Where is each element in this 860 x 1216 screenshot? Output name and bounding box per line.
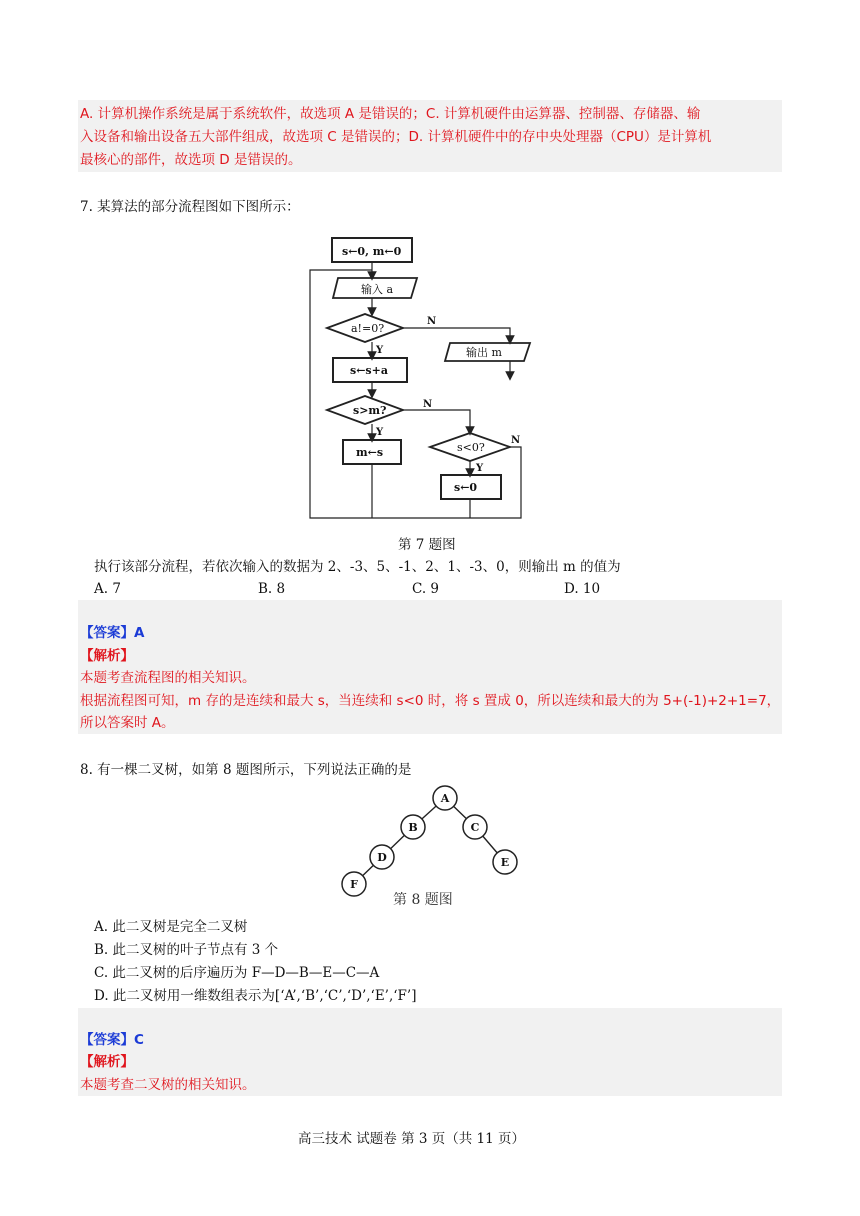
q8-caption: 第 8 题图 bbox=[393, 892, 453, 908]
step-text: s←s+a bbox=[350, 364, 388, 377]
tree-label-c: C bbox=[470, 821, 480, 834]
q8-tree-figure bbox=[335, 780, 535, 910]
cond3-yes: Y bbox=[476, 463, 484, 474]
q7-option-b: B. 8 bbox=[258, 581, 286, 597]
q8-option-c: C. 此二叉树的后序遍历为 F—D—B—E—C—A bbox=[94, 965, 380, 981]
input-text: 输入 a bbox=[361, 283, 394, 296]
cond3-no: N bbox=[511, 435, 521, 446]
q7-stem: 7. 某算法的部分流程图如下图所示： bbox=[80, 199, 300, 215]
assign-m-text: m←s bbox=[356, 446, 384, 459]
cond3-text: s<0? bbox=[457, 441, 485, 454]
q7-answer-block bbox=[78, 600, 782, 734]
cond1-no: N bbox=[427, 316, 437, 327]
tree-label-d: D bbox=[377, 851, 387, 864]
init-text: s←0, m←0 bbox=[342, 245, 402, 258]
q7-flowchart bbox=[305, 230, 535, 525]
q8-answer-value: C bbox=[134, 1032, 144, 1048]
q7-option-a: A. 7 bbox=[94, 581, 121, 597]
q6-explanation-line-1: A. 计算机操作系统是属于系统软件，故选项 A 是错误的；C. 计算机硬件由运算器、控制器、存储器、输 bbox=[80, 106, 701, 122]
q8-stem: 8. 有一棵二叉树，如第 8 题图所示，下列说法正确的是 bbox=[80, 762, 412, 778]
tree-label-e: E bbox=[500, 856, 510, 869]
page-footer: 高三技术 试题卷 第 3 页（共 11 页） bbox=[298, 1131, 526, 1147]
tree-label-a: A bbox=[440, 792, 450, 805]
q7-option-c: C. 9 bbox=[412, 581, 440, 597]
q6-explanation-line-2: 入设备和输出设备五大部件组成，故选项 C 是错误的；D. 计算机硬件中的存中央处理器（CPU）是计算机 bbox=[80, 129, 712, 145]
cond1-yes: Y bbox=[376, 345, 384, 356]
q7-analysis-line-2: 根据流程图可知，m 存的是连续和最大 s，当连续和 s<0 时，将 s 置成 0，所以连续和最大的为 5+(-1)+2+1=7， bbox=[80, 693, 781, 709]
cond2-yes: Y bbox=[376, 427, 384, 438]
tree-label-f: F bbox=[350, 878, 358, 891]
q7-question: 执行该部分流程，若依次输入的数据为 2、-3、5、-1、2、1、-3、0，则输出 m 的值为 bbox=[94, 559, 621, 575]
q6-explanation-line-3: 最核心的部件，故选项 D 是错误的。 bbox=[80, 152, 302, 168]
q8-answer-label: 【答案】 bbox=[80, 1032, 134, 1048]
q7-analysis-line-1: 本题考查流程图的相关知识。 bbox=[80, 670, 256, 686]
cond2-no: N bbox=[423, 399, 433, 410]
q8-answer bbox=[80, 1030, 144, 1050]
q7-analysis-line-3: 所以答案时 A。 bbox=[80, 715, 175, 731]
q8-option-a: A. 此二叉树是完全二叉树 bbox=[94, 919, 248, 935]
tree-label-b: B bbox=[408, 821, 418, 834]
q7-option-d: D. 10 bbox=[564, 581, 601, 597]
cond1-text: a!=0? bbox=[351, 322, 385, 335]
q8-analysis-line-1: 本题考查二叉树的相关知识。 bbox=[80, 1077, 256, 1093]
q8-option-d: D. 此二叉树用一维数组表示为[‘A’,‘B’,‘C’,‘D’,‘E’,‘F’] bbox=[94, 988, 417, 1004]
output-text: 输出 m bbox=[466, 346, 502, 359]
q8-analysis-label: 【解析】 bbox=[80, 1054, 134, 1070]
reset-s-text: s←0 bbox=[454, 481, 478, 494]
q7-analysis-label: 【解析】 bbox=[80, 648, 134, 664]
q7-answer-label: 【答案】 bbox=[80, 625, 134, 641]
q7-answer-value: A bbox=[134, 625, 145, 641]
cond2-text: s>m? bbox=[353, 404, 387, 417]
q7-caption: 第 7 题图 bbox=[398, 537, 456, 553]
q7-answer bbox=[80, 623, 144, 643]
q8-option-b: B. 此二叉树的叶子节点有 3 个 bbox=[94, 942, 279, 958]
